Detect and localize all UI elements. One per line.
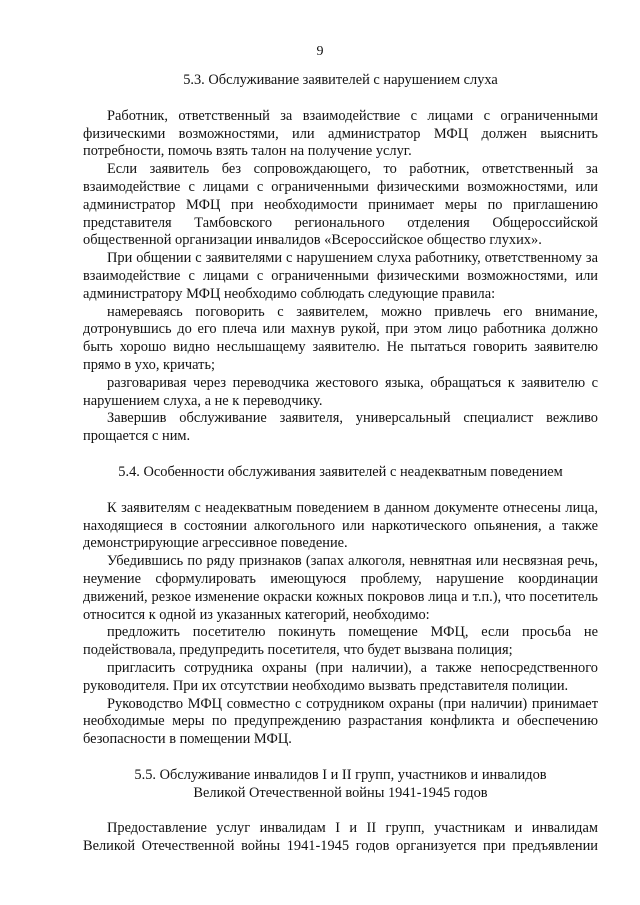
paragraph: Руководство МФЦ совместно с сотрудником охраны (при наличии) принимает необходимые меры по предупреждению разрастания конфликта и обеспечению безопасности в помещении МФЦ. — [83, 695, 598, 748]
paragraph: пригласить сотрудника охраны (при наличии), а также непосредственного руководителя. При их отсутствии необходимо вызвать представителя полиции. — [83, 659, 598, 694]
paragraph: Работник, ответственный за взаимодействие с лицами с ограниченными физическими возможностями, или администратор МФЦ должен выяснить потребности, помочь взять талон на получение услуг. — [83, 107, 598, 160]
section-5-5-title-line-1: 5.5. Обслуживание инвалидов I и II групп, участников и инвалидов — [134, 766, 547, 783]
document-body — [83, 72, 598, 856]
section-5-5-title — [83, 767, 598, 803]
paragraph: Предоставление услуг инвалидам I и II групп, участникам и инвалидам Великой Отечественной войны 1941-1945 годов организуется при предъявлении — [83, 820, 598, 855]
paragraph: Убедившись по ряду признаков (запах алкоголя, невнятная или несвязная речь, неумение сформулировать имеющуюся проблему, нарушение координации движений, резкое изменение окраски кожных покровов лица и т.п.), что посетитель относится к одной из указанных категорий, необходимо: — [83, 553, 598, 623]
section-5-4-title: 5.4. Особенности обслуживания заявителей с неадекватным поведением — [118, 463, 563, 480]
paragraph: Если заявитель без сопровождающего, то работник, ответственный за взаимодействие с лицами с ограниченными физическими возможностями, или администратор МФЦ при необходимости принимает меры по приглашению представителя Тамбовского регионального отделения Общероссийской общественной организации инвалидов «Всероссийское общество глухих». — [83, 161, 598, 249]
paragraph: Завершив обслуживание заявителя, универсальный специалист вежливо прощается с ним. — [83, 410, 598, 445]
paragraph: намереваясь поговорить с заявителем, можно привлечь его внимание, дотронувшись до его плеча или махнув рукой, при этом лицо работника должно быть хорошо видно неслышащему заявителю. Не пытаться говорить заявителю прямо в ухо, кричать; — [83, 303, 598, 373]
page-number: 9 — [316, 44, 324, 59]
paragraph: предложить посетителю покинуть помещение МФЦ, если просьба не подействовала, предупредить посетителя, что будет вызвана полиция; — [83, 624, 598, 659]
paragraph: К заявителям с неадекватным поведением в данном документе отнесены лица, находящиеся в состоянии алкогольного или наркотического опьянения, а также демонстрирующие агрессивное поведение. — [83, 499, 598, 552]
section-5-3-title: 5.3. Обслуживание заявителей с нарушением слуха — [183, 72, 498, 88]
paragraph: разговаривая через переводчика жестового языка, обращаться к заявителю с нарушением слуха, а не к переводчику. — [83, 374, 598, 409]
section-5-5-title-line-2: Великой Отечественной войны 1941-1945 годов — [193, 784, 488, 801]
paragraph: При общении с заявителями с нарушением слуха работнику, ответственному за взаимодействие с лицами с ограниченными физическими возможностями, или администратору МФЦ необходимо соблюдать следующие правила: — [83, 250, 598, 302]
